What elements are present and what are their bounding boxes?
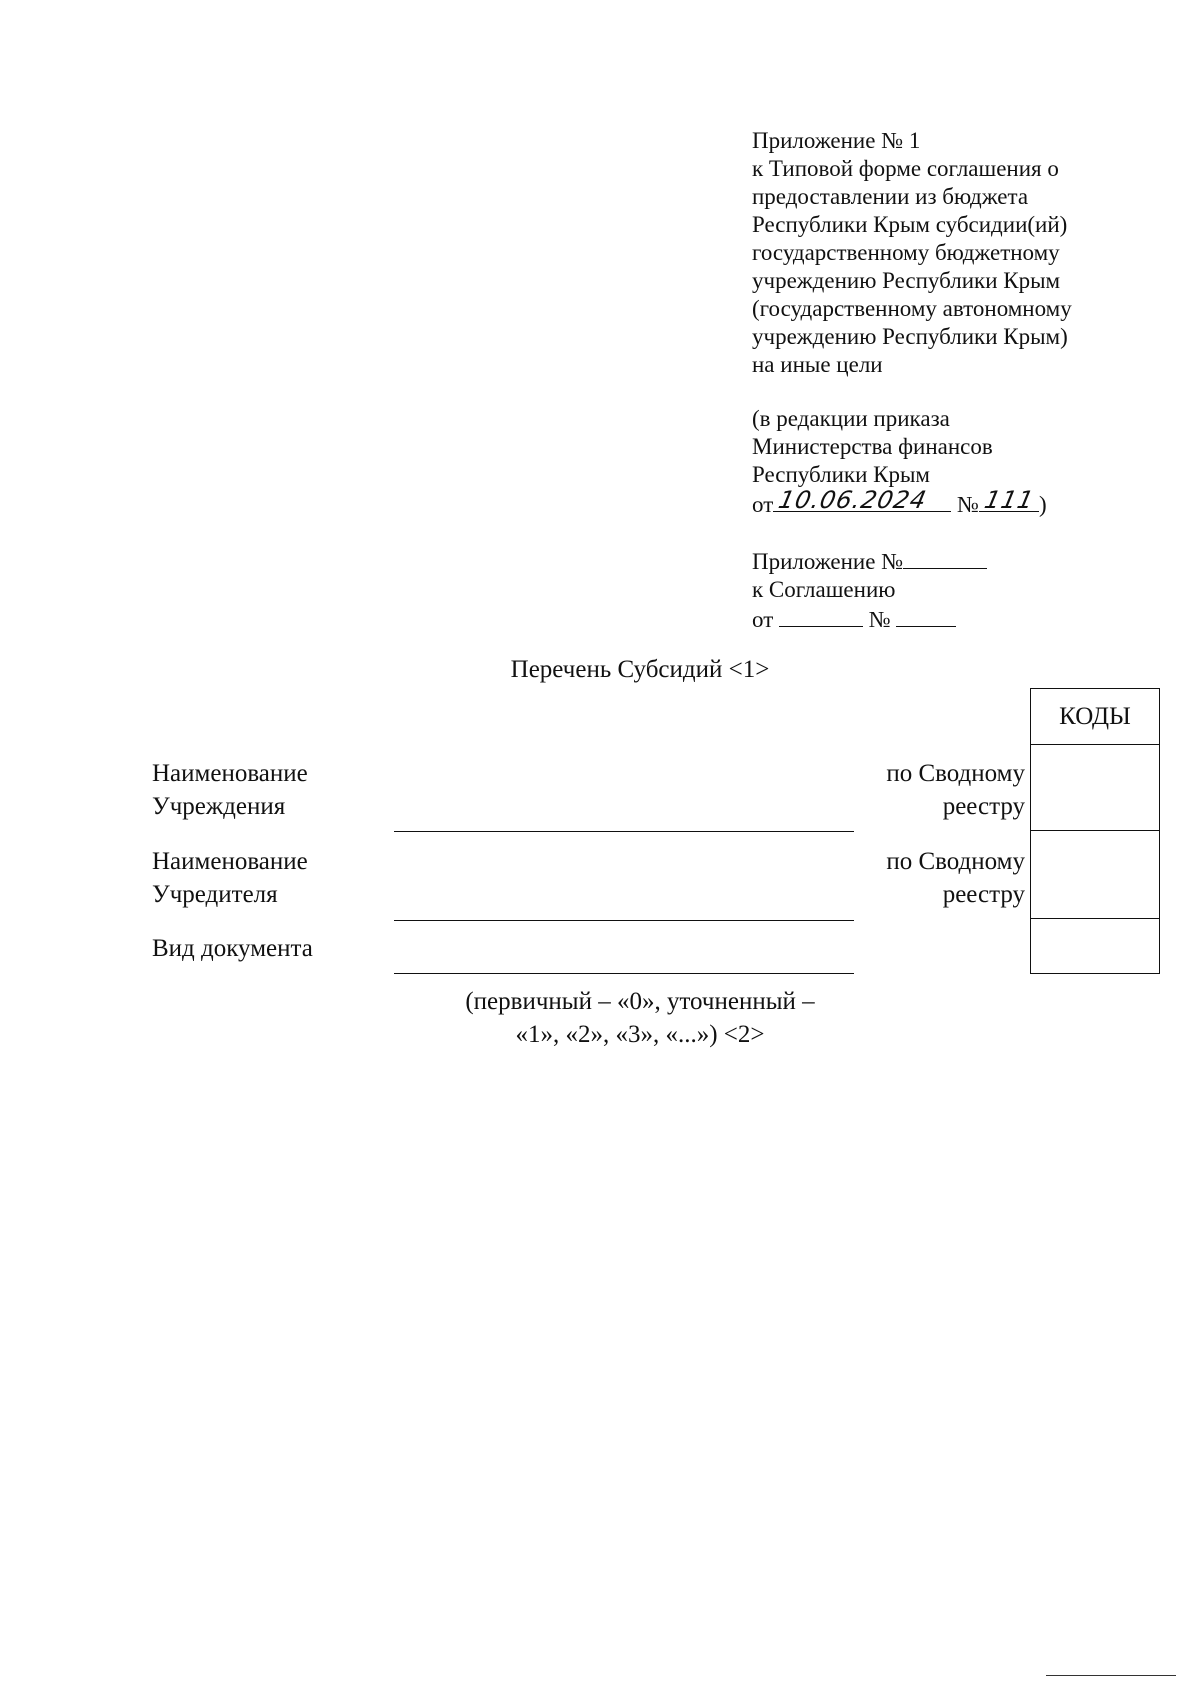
agreement-number-prefix: № <box>868 607 891 632</box>
appendix-line: государственному бюджетному <box>752 240 1060 265</box>
revision-date-prefix: от <box>752 492 774 517</box>
doc-type-hint-line2: «1», «2», «3», «...») <2> <box>515 1021 765 1048</box>
code-cell-doc-type[interactable] <box>1031 919 1159 973</box>
codes-header: КОДЫ <box>1031 689 1159 745</box>
institution-registry-line1: по Сводному <box>886 760 1025 787</box>
doc-type-label: Вид документа <box>152 935 313 962</box>
doc-type-hint-line1: (первичный – «0», уточненный – <box>465 988 815 1015</box>
founder-name-field[interactable] <box>394 920 854 921</box>
document-title: Перечень Субсидий <1> <box>510 656 770 683</box>
institution-registry-label <box>840 757 1025 823</box>
revision-close-paren: ) <box>1038 492 1047 517</box>
revision-line: (в редакции приказа <box>752 406 950 431</box>
revision-number-underline <box>979 486 1039 514</box>
agreement-label: к Соглашению <box>752 577 896 602</box>
agreement-appendix <box>752 546 1172 634</box>
revision-date-underline <box>773 486 951 514</box>
founder-label-line1: Наименование <box>152 848 308 875</box>
agreement-number-blank <box>896 604 956 627</box>
revision-date-handwritten: 10.06.2024 <box>776 486 930 514</box>
doc-type-field[interactable] <box>394 973 854 974</box>
institution-registry-line2: реестру <box>942 793 1025 820</box>
codes-table <box>1030 688 1160 974</box>
appendix-line: учреждению Республики Крым <box>752 268 1061 293</box>
founder-label <box>152 845 308 911</box>
appendix-line: на иные цели <box>752 352 883 377</box>
appendix-line: к Типовой форме соглашения о <box>752 156 1059 181</box>
revision-block <box>752 405 1172 519</box>
agreement-appendix-line <box>752 546 1172 576</box>
institution-label-line2: Учреждения <box>152 793 286 820</box>
agreement-date-line <box>752 604 1172 634</box>
revision-number-prefix: № <box>957 492 979 517</box>
appendix-line: (государственному автономному <box>752 296 1072 321</box>
appendix-line: учреждению Республики Крым) <box>752 324 1068 349</box>
doc-type-hint <box>360 985 920 1051</box>
revision-number-handwritten: 111 <box>981 486 1037 514</box>
founder-registry-line2: реестру <box>942 881 1025 908</box>
agreement-appendix-number-blank <box>903 546 987 569</box>
institution-label <box>152 757 308 823</box>
footer-divider <box>1046 1675 1176 1676</box>
appendix-line: предоставлении из бюджета <box>752 184 1029 209</box>
appendix-line: Республики Крым субсидии(ий) <box>752 212 1068 237</box>
agreement-date-blank <box>779 604 863 627</box>
institution-name-field[interactable] <box>394 831 854 832</box>
revision-line: Министерства финансов <box>752 434 993 459</box>
founder-registry-label <box>840 845 1025 911</box>
appendix-line: Приложение № 1 <box>752 128 921 153</box>
code-cell-founder-registry[interactable] <box>1031 831 1159 919</box>
agreement-appendix-label: Приложение № <box>752 549 904 574</box>
appendix-header <box>752 127 1172 379</box>
agreement-date-prefix: от <box>752 607 774 632</box>
revision-line: Республики Крым <box>752 462 930 487</box>
revision-date-line <box>752 486 1172 519</box>
code-cell-institution-registry[interactable] <box>1031 745 1159 831</box>
founder-label-line2: Учредителя <box>152 881 278 908</box>
founder-registry-line1: по Сводному <box>886 848 1025 875</box>
institution-label-line1: Наименование <box>152 760 308 787</box>
